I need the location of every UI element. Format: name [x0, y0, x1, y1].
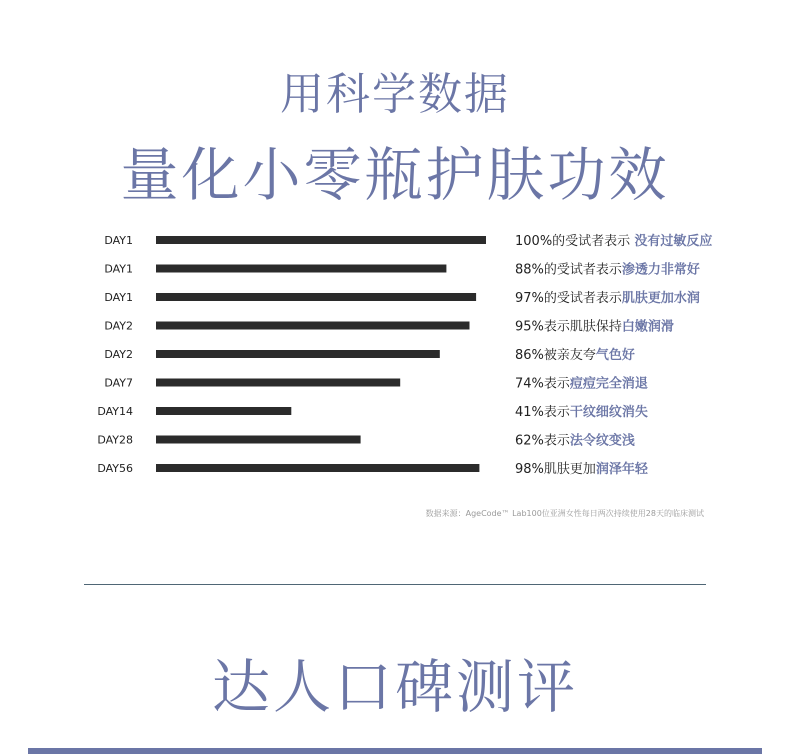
category-label: DAY1	[104, 262, 133, 276]
annotation-highlight: 肌肤更加水润	[621, 291, 700, 306]
category-label: DAY2	[104, 348, 133, 361]
section-title: 达人口碑测评	[211, 653, 578, 721]
annotation-prefix: 98%肌肤更加	[515, 462, 596, 477]
page-title-line2: 量化小零瓶护肤功效	[120, 141, 670, 209]
annotation-prefix: 86%被亲友夸	[515, 348, 596, 363]
category-label: DAY1	[104, 291, 133, 304]
annotation-highlight: 白嫩润滑	[621, 319, 674, 335]
bar-annotation	[515, 319, 675, 335]
category-label: DAY7	[104, 376, 133, 390]
annotation-prefix: 95%表示肌肤保持	[515, 319, 622, 335]
annotation-prefix: 62%表示	[515, 433, 570, 449]
page-title-line1: 用科学数据	[280, 69, 510, 120]
bar-annotation	[515, 404, 648, 420]
annotation-highlight: 痘痘完全消退	[569, 376, 648, 392]
annotation-prefix: 41%表示	[515, 405, 570, 420]
annotation-highlight: 气色好	[595, 348, 635, 363]
bar-annotation	[515, 433, 635, 449]
category-label: DAY56	[97, 462, 133, 475]
bottom-accent-bar	[28, 748, 762, 754]
annotation-highlight: 润泽年轻	[595, 462, 648, 477]
bar-annotation	[515, 347, 635, 363]
category-label: DAY28	[97, 433, 133, 447]
bar	[156, 350, 440, 358]
annotation-highlight: 没有过敏反应	[634, 234, 713, 249]
bar-annotation	[515, 290, 700, 306]
bar	[156, 379, 400, 387]
bar	[156, 236, 486, 244]
category-label: DAY14	[97, 405, 133, 418]
bar-annotation	[515, 376, 648, 392]
bar-annotation	[515, 233, 712, 249]
annotation-prefix: 97%的受试者表示	[515, 291, 622, 306]
bar-annotation	[515, 461, 649, 477]
category-label: DAY1	[104, 234, 133, 247]
annotation-prefix: 100%的受试者表示	[515, 234, 635, 249]
annotation-prefix: 88%的受试者表示	[515, 262, 622, 278]
annotation-highlight: 法令纹变浅	[569, 433, 635, 449]
annotation-prefix: 74%表示	[515, 376, 570, 392]
category-label: DAY2	[104, 319, 133, 333]
annotation-highlight: 渗透力非常好	[621, 262, 700, 278]
bar-annotation	[515, 262, 700, 278]
bar	[156, 407, 291, 415]
bar	[156, 436, 361, 444]
bar	[156, 293, 476, 301]
bar	[156, 265, 446, 273]
bar	[156, 322, 470, 330]
source-note: 数据来源：AgeCode™ Lab100位亚洲女性每日两次持续使用28天的临床测试	[425, 509, 704, 518]
section-divider	[84, 584, 706, 585]
annotation-highlight: 干纹细纹消失	[569, 405, 648, 420]
bar	[156, 464, 479, 472]
